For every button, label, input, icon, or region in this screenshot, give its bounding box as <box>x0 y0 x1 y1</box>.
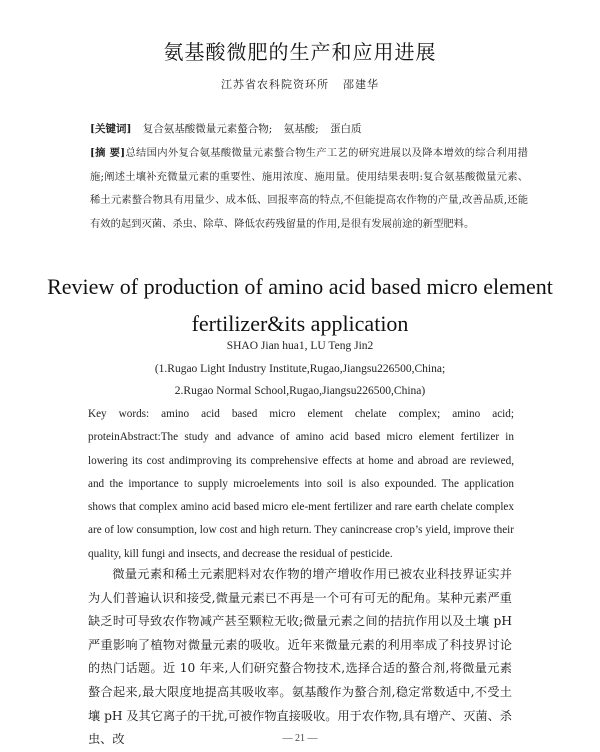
keywords-label: [关键词] <box>90 123 132 135</box>
chinese-keywords <box>90 121 530 136</box>
chinese-title: 氨基酸微肥的生产和应用进展 <box>163 40 437 64</box>
chinese-author-line <box>0 76 600 92</box>
abstract-text: 总结国内外复合氨基酸微量元素螯合物生产工艺的研究进展以及降本增效的综合利用措施;阐述土壤补充微量元素的重要性、施用浓度、施用量。使用结果表明:复合氨基酸微量元素、稀土元素螯合物具有用量少、成本低、回报率高的特点,不但能提高农作物的产量,改善品质,还能有效的起到灭菌、杀虫、除草、降低农药残留量的作用,是很有发展前途的新型肥料。 <box>90 147 528 230</box>
english-affiliation-2: 2.Rugao Normal School,Rugao,Jiangsu226500,China) <box>174 385 426 397</box>
abstract-label: [摘 要] <box>90 147 126 159</box>
english-title-line-1: Review of production of amino acid based micro element <box>47 274 553 299</box>
chinese-abstract <box>90 142 528 236</box>
page-number: — 21 — <box>282 733 318 744</box>
english-title-line-2: fertilizer&its application <box>191 311 409 336</box>
english-authors: SHAO Jian hua1, LU Teng Jin2 <box>226 340 374 352</box>
keyword-item: 氨基酸; <box>283 123 319 135</box>
author-name: 邵建华 <box>343 78 379 91</box>
body-paragraph: 微量元素和稀土元素肥料对农作物的增产增收作用已被农业科技界证实并为人们普遍认识和接受,微量元素已不再是一个可有可无的配角。某种元素严重缺乏时可导致农作物减产甚至颗粒无收;微量元素之间的拮抗作用以及土壤 pH 严重影响了植物对微量元素的吸收。近年来微量元素的利用率成了科技界讨论的热门话题。近 10 年来,人们研究螯合物技术,选择合适的螯合剂,将微量元素螯合起来,最大限度地提高其吸收率。氨基酸作为螯合剂,稳定常数适中,不受土壤 pH 及其它离子的干扰,可被作物直接吸收。用于农作物,具有增产、灭菌、杀虫、改 <box>88 567 512 747</box>
keyword-item: 复合氨基酸微量元素螯合物; <box>142 123 273 135</box>
english-abstract: Key words: amino acid based micro element chelate complex; amino acid; proteinAbstract:The study and advance of amino acid based micro element fertilizer in lowering its cost andimproving its comprehensive effects at home and abroad are reviewed, and the importance to supply microelements into soil is also expounded. The application shows that complex amino acid based micro ele-ment fertilizer and rare earth chelate complex are of low consumption, low cost and high return. They canincrease crop’s yield, improve their quality, kill fungi and insects, and decrease the residual of pesticide. <box>88 408 514 560</box>
english-affiliation-1: (1.Rugao Light Industry Institute,Rugao,Jiangsu226500,China; <box>154 363 446 375</box>
keyword-item: 蛋白质 <box>330 123 362 135</box>
author-affiliation: 江苏省农科院资环所 <box>221 78 329 91</box>
english-title <box>0 268 600 342</box>
